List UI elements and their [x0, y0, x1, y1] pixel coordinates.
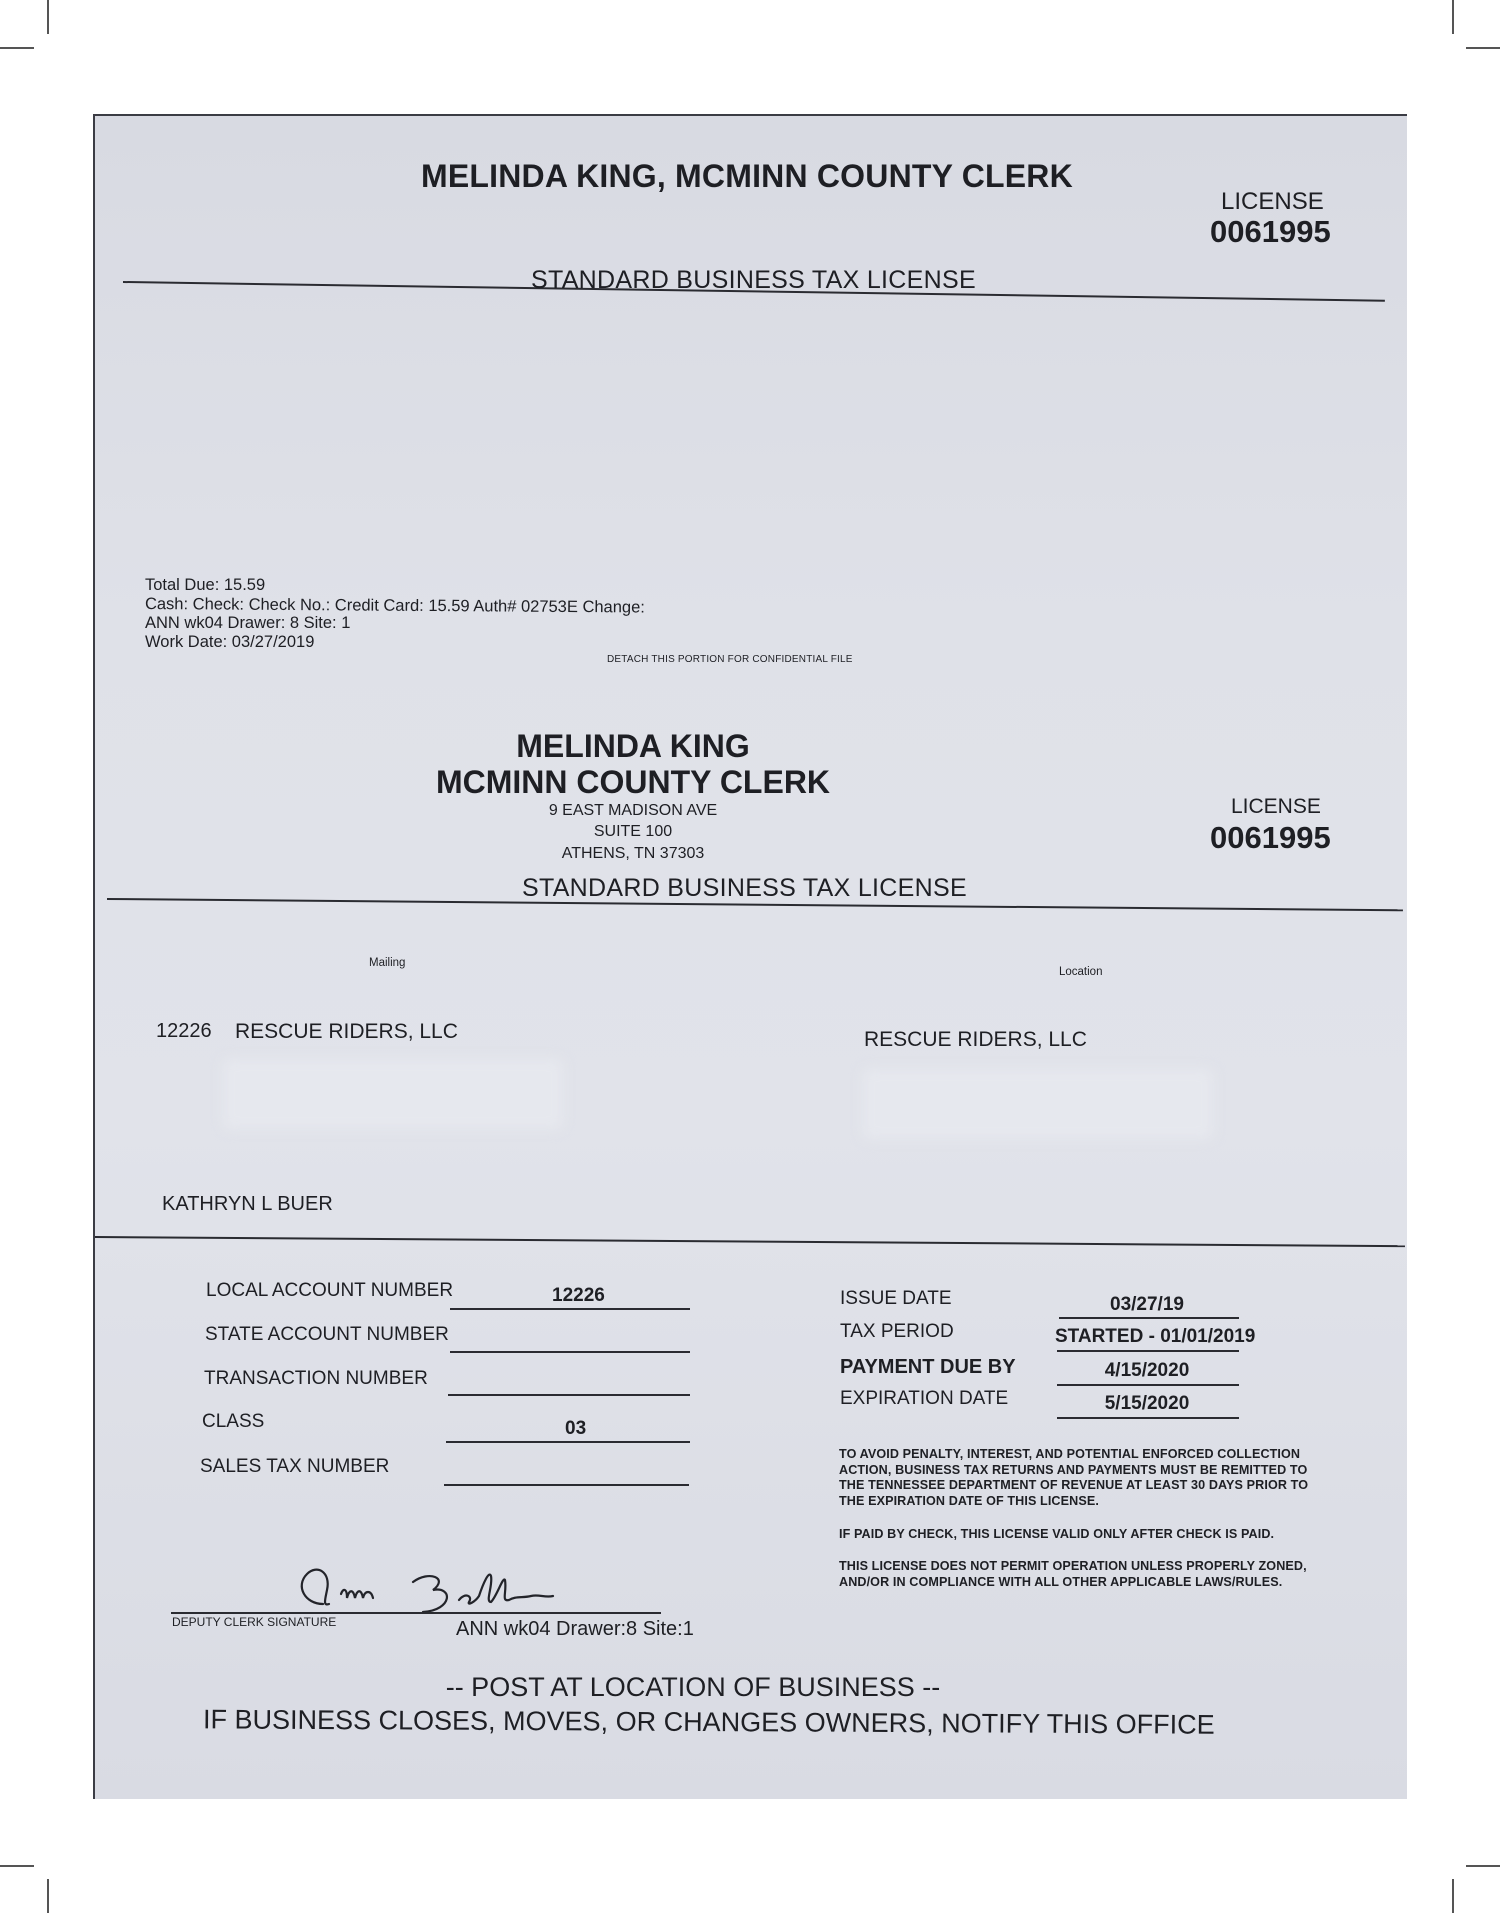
field-label-expiration-date: EXPIRATION DATE	[840, 1388, 1009, 1409]
field-value-payment-due: 4/15/2020	[1104, 1360, 1190, 1381]
field-value-issue-date: 03/27/19	[1110, 1294, 1184, 1315]
notice-check: IF PAID BY CHECK, THIS LICENSE VALID ONLY AFTER CHECK IS PAID.	[839, 1527, 1275, 1541]
license-subtitle: STANDARD BUSINESS TAX LICENSE	[522, 874, 967, 902]
location-label: Location	[1059, 966, 1103, 978]
footer-post-notice: -- POST AT LOCATION OF BUSINESS --	[445, 1672, 941, 1702]
field-line-issue-date	[1059, 1317, 1239, 1319]
top-subtitle: STANDARD BUSINESS TAX LICENSE	[531, 266, 976, 294]
crop-mark	[1452, 0, 1454, 34]
mailing-label: Mailing	[369, 957, 406, 969]
field-label-payment-due: PAYMENT DUE BY	[840, 1356, 1016, 1378]
field-value-class: 03	[565, 1418, 587, 1439]
field-label-sales-tax: SALES TAX NUMBER	[200, 1456, 390, 1477]
license-number: 0061995	[1210, 820, 1331, 855]
mailing-business-name: RESCUE RIDERS, LLC	[235, 1020, 458, 1043]
field-value-tax-period: STARTED - 01/01/2019	[1055, 1326, 1256, 1347]
address-divider	[95, 1236, 1405, 1247]
crop-mark	[1466, 47, 1500, 49]
license-address-line1: 9 EAST MADISON AVE	[548, 802, 718, 819]
field-label-tax-period: TAX PERIOD	[840, 1321, 954, 1342]
license-address-line3: ATHENS, TN 37303	[561, 845, 705, 862]
top-license-number: 0061995	[1210, 214, 1331, 249]
crop-mark	[1466, 1865, 1500, 1867]
receipt-station-line: ANN wk04 Drawer: 8 Site: 1	[145, 614, 351, 632]
field-label-transaction-number: TRANSACTION NUMBER	[204, 1368, 428, 1389]
owner-name: KATHRYN L BUER	[162, 1193, 333, 1215]
license-clerk-office: MCMINN COUNTY CLERK	[435, 764, 831, 800]
field-label-issue-date: ISSUE DATE	[840, 1288, 952, 1309]
field-line-state-account	[450, 1351, 690, 1353]
notice-penalty: TO AVOID PENALTY, INTEREST, AND POTENTIAL ENFORCED COLLECTION ACTION, BUSINESS TAX RETURNS AND PAYMENTS MUST BE REMITTED TO THE TENNESSEE DEPARTMENT OF REVENUE AT LEAST 30 DAYS PRIOR TO THE EXPIRATION DATE OF THIS LICENSE.	[839, 1447, 1309, 1508]
field-line-class	[446, 1441, 690, 1443]
license-clerk-name: MELINDA KING	[516, 728, 750, 764]
license-document	[93, 114, 1407, 1799]
receipt-total-due: Total Due: 15.59	[145, 576, 266, 594]
detach-note: DETACH THIS PORTION FOR CONFIDENTIAL FILE	[607, 654, 853, 665]
crop-mark	[47, 1879, 49, 1913]
receipt-payment-line: Cash: Check: Check No.: Credit Card: 15.59 Auth# 02753E Change:	[144, 595, 645, 617]
crop-mark	[1452, 1879, 1454, 1913]
field-line-payment-due	[1057, 1384, 1239, 1386]
license-label: LICENSE	[1231, 795, 1321, 818]
field-value-local-account: 12226	[552, 1285, 605, 1306]
field-line-transaction-number	[448, 1394, 690, 1396]
field-label-local-account: LOCAL ACCOUNT NUMBER	[206, 1280, 454, 1301]
crop-mark	[0, 1865, 34, 1867]
signature-station: ANN wk04 Drawer:8 Site:1	[456, 1618, 694, 1640]
field-line-tax-period	[1057, 1350, 1239, 1352]
signature-line	[171, 1612, 661, 1614]
redacted-location-address	[863, 1069, 1213, 1139]
deputy-clerk-signature-icon	[283, 1546, 583, 1626]
field-line-expiration-date	[1057, 1417, 1239, 1419]
signature-label: DEPUTY CLERK SIGNATURE	[172, 1615, 337, 1629]
top-clerk-title: MELINDA KING, MCMINN COUNTY CLERK	[421, 158, 1073, 194]
field-value-expiration-date: 5/15/2020	[1104, 1393, 1190, 1414]
notice-zoning: THIS LICENSE DOES NOT PERMIT OPERATION UNLESS PROPERLY ZONED, AND/OR IN COMPLIANCE WITH ALL OTHER APPLICABLE LAWS/RULES.	[839, 1559, 1307, 1589]
field-line-sales-tax	[444, 1484, 689, 1486]
crop-mark	[47, 0, 49, 34]
receipt-work-date: Work Date: 03/27/2019	[145, 633, 315, 651]
field-label-class: CLASS	[202, 1411, 265, 1432]
license-address-line2: SUITE 100	[593, 823, 673, 840]
location-business-name: RESCUE RIDERS, LLC	[864, 1028, 1087, 1051]
top-license-label: LICENSE	[1221, 188, 1324, 215]
crop-mark	[0, 47, 34, 49]
mailing-account: 12226	[156, 1020, 212, 1042]
redacted-mailing-address	[223, 1059, 563, 1129]
field-line-local-account	[450, 1308, 690, 1310]
field-label-state-account: STATE ACCOUNT NUMBER	[205, 1324, 449, 1345]
footer-notify-notice: IF BUSINESS CLOSES, MOVES, OR CHANGES OWNERS, NOTIFY THIS OFFICE	[202, 1704, 1215, 1740]
